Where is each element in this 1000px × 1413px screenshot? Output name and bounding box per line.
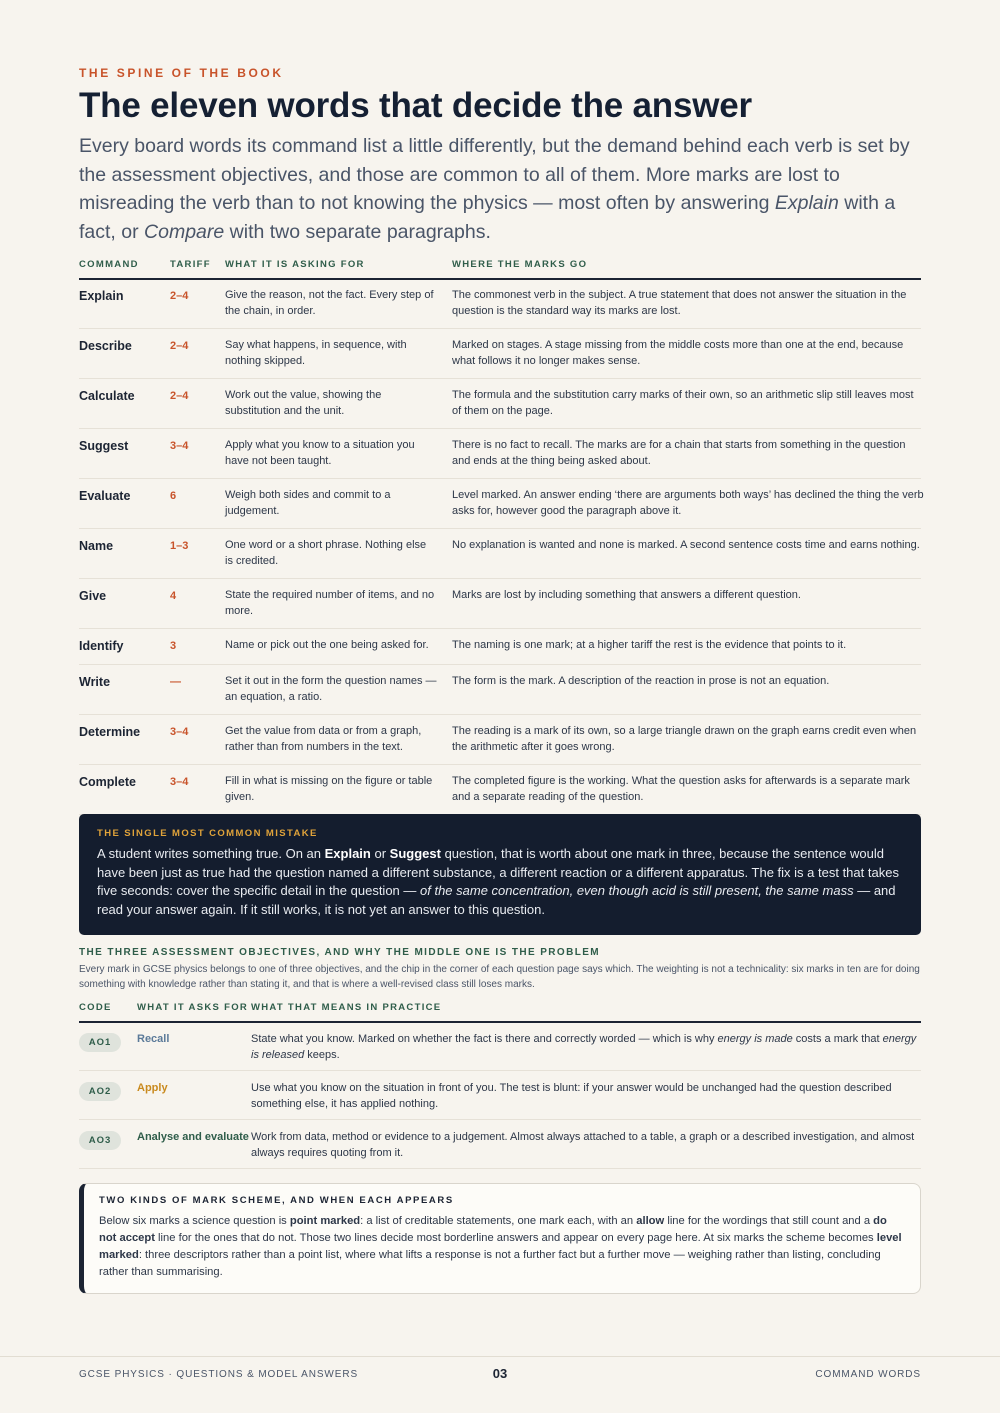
command-word: Give <box>79 589 107 603</box>
italic-text: Compare <box>144 220 225 243</box>
section-kicker: THE SPINE OF THE BOOK <box>79 66 284 80</box>
scheme-callout-body: Below six marks a science question is point marked: a list of creditable statements, one mark each, with an allow line for the wordings that still count and a do not accept line for the ones that do not. Those two lines decide most borderline answers and appear on every page here. At six marks the scheme becomes level marked: three descriptors rather than a point list, where what lifts a response is not a further fact but a further move — weighing rather than listing, concluding rather than summarising. <box>99 1215 902 1278</box>
marks-text: No explanation is wanted and none is marked. A second sentence costs time and earns nothing. <box>452 539 920 551</box>
command-word: Explain <box>79 289 124 303</box>
bold-text: point marked <box>289 1215 361 1227</box>
ao-col-header-asks: WHAT IT ASKS FOR <box>137 1002 249 1013</box>
command-word: Describe <box>79 339 132 353</box>
command-word: Evaluate <box>79 489 131 503</box>
bold-text: do not accept <box>99 1215 887 1244</box>
command-row <box>79 429 921 479</box>
col-header-command: COMMAND <box>79 259 139 270</box>
command-row <box>79 715 921 765</box>
tariff-value: 2–4 <box>170 340 189 352</box>
command-row <box>79 479 924 529</box>
callout-label: THE SINGLE MOST COMMON MISTAKE <box>97 828 318 839</box>
ao-row <box>79 1071 921 1120</box>
command-row <box>79 329 921 379</box>
command-row <box>79 279 921 329</box>
command-word: Calculate <box>79 389 135 403</box>
ao-row <box>79 1022 921 1071</box>
asking-for-text: One word or a short phrase. Nothing else is credited. <box>225 539 427 568</box>
asking-for-text: Apply what you know to a situation you have not been taught. <box>225 439 415 468</box>
ao-col-header-practice: WHAT THAT MEANS IN PRACTICE <box>251 1002 442 1013</box>
asking-for-text: Say what happens, in sequence, with nothing skipped. <box>225 339 407 368</box>
ao-section-intro: Every mark in GCSE physics belongs to one of three objectives, and the chip in the corner of each question page says which. The weighting is not a technicality: six marks in ten are for doing something with knowledge rather than stating it, and that is where a well-revised class still loses marks. <box>79 964 920 990</box>
marks-text: There is no fact to recall. The marks are for a chain that starts from something in the question and ends at the thing being asked about. <box>452 439 906 468</box>
ao-description: State what you know. Marked on whether the fact is there and correctly worded — which is why energy is made costs a mark that energy is released keeps. <box>251 1033 917 1061</box>
ao-code-chip: AO3 <box>79 1131 121 1150</box>
bold-text: Suggest <box>389 846 441 861</box>
bold-text: level marked <box>99 1232 902 1261</box>
tariff-value: 3–4 <box>170 776 189 788</box>
lede-paragraph: Every board words its command list a little differently, but the demand behind each verb is set by the assessment objectives, and those are common to all of them. More marks are lost to misreading the verb than to not knowing the physics — most often by answering Explain with a fact, or Compare with two separate paragraphs. <box>79 135 910 243</box>
footer-section-name: COMMAND WORDS <box>815 1369 921 1380</box>
marks-text: The formula and the substitution carry marks of their own, so an arithmetic slip still leaves most of them on the page. <box>452 389 914 418</box>
tariff-value: 2–4 <box>170 290 189 302</box>
command-row <box>79 379 921 429</box>
footer-book-title: GCSE PHYSICS · QUESTIONS & MODEL ANSWERS <box>79 1369 359 1380</box>
bold-text: allow <box>636 1215 665 1227</box>
ao-verb: Apply <box>137 1082 168 1094</box>
italic-text: of the same concentration, even though acid is still present, the same mass <box>420 883 854 899</box>
italic-text: Explain <box>774 192 839 214</box>
command-table-header <box>79 257 921 280</box>
common-mistake-callout <box>79 814 921 935</box>
ao-description: Work from data, method or evidence to a judgement. Almost always attached to a table, a graph or a described investigation, and almost always requires quoting from it. <box>251 1131 915 1159</box>
page-title: The eleven words that decide the answer <box>79 86 752 125</box>
ao-table-header <box>79 1000 921 1023</box>
marks-text: Level marked. An answer ending ‘there are arguments both ways’ has declined the thing the verb asks for, however good the paragraph above it. <box>452 489 924 518</box>
command-table-body <box>79 279 924 815</box>
ao-section-title: THE THREE ASSESSMENT OBJECTIVES, AND WHY THE MIDDLE ONE IS THE PROBLEM <box>79 947 601 958</box>
marks-text: The form is the mark. A description of the reaction in prose is not an equation. <box>452 675 830 687</box>
ao-description: Use what you know on the situation in front of you. The test is blunt: if your answer would be unchanged had the question described something else, it has applied nothing. <box>251 1082 892 1110</box>
tariff-value: 3–4 <box>170 440 189 452</box>
asking-for-text: Give the reason, not the fact. Every step of the chain, in order. <box>225 289 434 318</box>
tariff-value: — <box>170 676 181 688</box>
bold-text: Explain <box>324 846 371 861</box>
marks-text: The reading is a mark of its own, so a large triangle drawn on the graph earns credit even when the arithmetic after it goes wrong. <box>452 725 917 754</box>
footer-divider <box>0 1356 1000 1357</box>
marks-text: Marks are lost by including something that answers a different question. <box>452 589 801 601</box>
tariff-value: 6 <box>170 490 177 502</box>
asking-for-text: Weigh both sides and commit to a judgement. <box>225 489 391 518</box>
ao-col-header-code: CODE <box>79 1002 112 1013</box>
col-header-asking: WHAT IT IS ASKING FOR <box>225 259 365 270</box>
tariff-value: 4 <box>170 590 177 602</box>
col-header-marks: WHERE THE MARKS GO <box>452 259 588 270</box>
command-row <box>79 629 921 665</box>
command-row <box>79 529 921 579</box>
asking-for-text: Set it out in the form the question names — an equation, a ratio. <box>225 675 437 704</box>
tariff-value: 3 <box>170 640 177 652</box>
italic-text: energy is made <box>717 1033 793 1045</box>
tariff-value: 1–3 <box>170 540 189 552</box>
command-row <box>79 579 921 629</box>
command-word: Identify <box>79 639 124 653</box>
marks-text: Marked on stages. A stage missing from the middle costs more than one at the end, because what follows it no longer makes sense. <box>452 339 904 368</box>
asking-for-text: Fill in what is missing on the figure or table given. <box>225 775 433 804</box>
asking-for-text: Name or pick out the one being asked for. <box>225 639 429 651</box>
col-header-tariff: TARIFF <box>170 259 211 270</box>
ao-code-chip: AO2 <box>79 1082 121 1101</box>
mark-scheme-callout <box>79 1183 921 1294</box>
command-row <box>79 665 921 715</box>
marks-text: The commonest verb in the subject. A true statement that does not answer the situation in the question is the standard way its marks are lost. <box>452 289 907 318</box>
command-word: Complete <box>79 775 136 789</box>
ao-table-body <box>79 1022 921 1169</box>
command-word: Write <box>79 675 111 689</box>
ao-row <box>79 1120 921 1169</box>
callout-body: A student writes something true. On an Explain or Suggest question, that is worth about one mark in three, because the sentence would have been just as true had the question named a different substance, a different reaction or a different apparatus. The fix is a test that takes five seconds: cover the specific detail in the question — of the same concentration, even though acid is still present, the same mass — and read your answer again. If it still works, it is not yet an answer to this question. <box>97 846 899 917</box>
scheme-callout-label: TWO KINDS OF MARK SCHEME, AND WHEN EACH APPEARS <box>99 1195 454 1206</box>
page-number: 03 <box>492 1366 508 1381</box>
asking-for-text: State the required number of items, and no more. <box>225 589 435 618</box>
marks-text: The completed figure is the working. What the question asks for afterwards is a separate mark and a separate reading of the question. <box>452 775 910 804</box>
command-row <box>79 765 921 815</box>
command-word: Name <box>79 539 114 553</box>
asking-for-text: Get the value from data or from a graph, rather than from numbers in the text. <box>225 725 422 754</box>
ao-code-chip: AO1 <box>79 1033 121 1052</box>
command-word: Suggest <box>79 439 129 453</box>
ao-verb: Recall <box>137 1033 170 1045</box>
ao-verb: Analyse and evaluate <box>137 1131 249 1143</box>
italic-text: energy is released <box>251 1033 917 1061</box>
command-word: Determine <box>79 725 141 739</box>
asking-for-text: Work out the value, showing the substitution and the unit. <box>225 389 382 418</box>
tariff-value: 3–4 <box>170 726 189 738</box>
tariff-value: 2–4 <box>170 390 189 402</box>
marks-text: The naming is one mark; at a higher tariff the rest is the evidence that points to it. <box>452 639 847 651</box>
